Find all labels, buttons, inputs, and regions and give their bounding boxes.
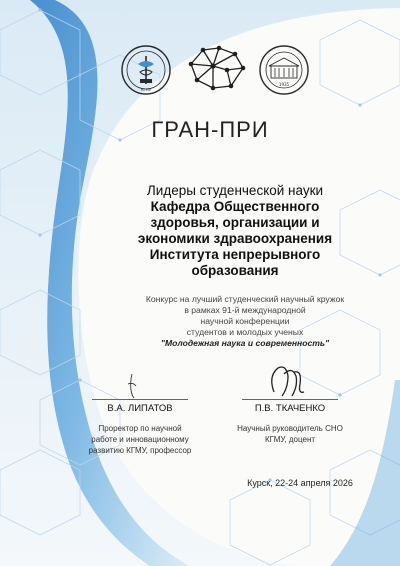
right-signatory-role-1: Научный руководитель СНО xyxy=(237,424,343,433)
svg-text:1935: 1935 xyxy=(278,82,290,87)
recipient-line-5: Института непрерывного xyxy=(149,247,321,262)
left-signatory-role-3: развитию КГМУ, профессор xyxy=(88,446,192,455)
recipient-line-1: Лидеры студенческой науки xyxy=(146,183,324,198)
left-signatory-name: В.А. ЛИПАТОВ xyxy=(107,403,173,414)
award-title: ГРАН-ПРИ xyxy=(151,117,269,142)
event-date: Курск, 22-24 апреля 2026 xyxy=(247,478,353,488)
left-signatory-role-2: работе и инновационному xyxy=(91,435,189,444)
description-line-2: в рамках 91-й международной xyxy=(184,305,306,315)
recipient-line-6: образования xyxy=(191,263,279,278)
recipient-line-3: здоровья, организации и xyxy=(150,215,320,230)
right-signature-line xyxy=(242,399,338,400)
recipient-line-2: Кафедра Общественного xyxy=(150,199,320,214)
description-line-3: научной конференции xyxy=(200,316,290,326)
network-graph-icon xyxy=(185,42,249,94)
description-line-5: "Молодежная наука и современность" xyxy=(160,338,330,348)
right-signature-mark xyxy=(262,362,312,402)
left-signature-mark xyxy=(118,372,148,402)
university-building-seal-icon xyxy=(258,44,310,96)
university-emblem-icon xyxy=(120,44,172,96)
description-line-1: Конкурс на лучший студенческий научный кружок xyxy=(145,294,345,304)
right-signatory-role-2: КГМУ, доцент xyxy=(264,435,316,444)
left-signatory-role-1: Проректор по научной xyxy=(98,424,182,433)
description-line-4: студентов и молодых ученых xyxy=(186,327,304,337)
left-signature-line xyxy=(92,399,188,400)
right-signatory-name: П.В. ТКАЧЕНКО xyxy=(254,403,326,414)
recipient-line-4: экономики здравоохранения xyxy=(137,231,333,246)
svg-text:КГМУ: КГМУ xyxy=(140,88,152,92)
